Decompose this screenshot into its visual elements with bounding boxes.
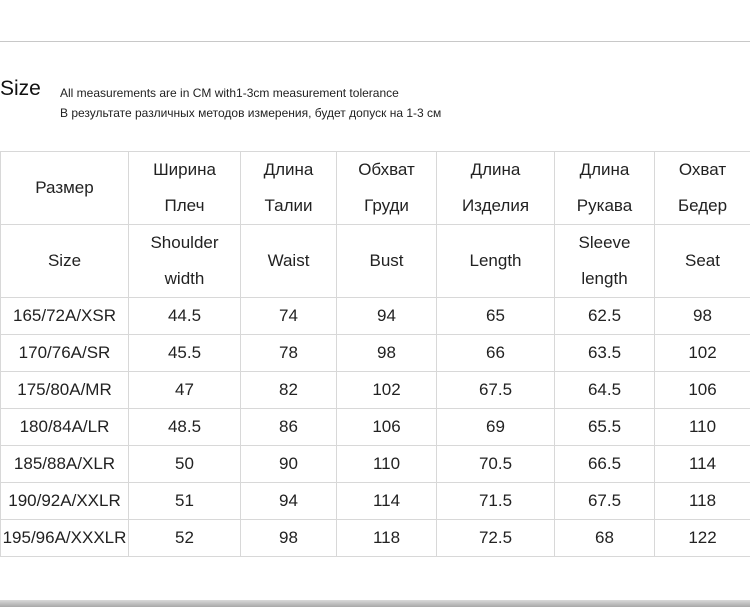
size-chart-table [0,151,750,557]
top-divider [0,41,750,42]
header-label: Ширина [153,160,216,179]
header-label: Длина [263,160,314,179]
page-title: Size [0,77,41,100]
header-label: Плеч [164,196,205,215]
cell-shoulder-width: 47 [129,372,241,409]
cell-waist: 86 [241,409,337,446]
table-row [1,483,750,520]
header-cell-size [1,152,129,225]
header-cell-sleeve-length [555,225,655,298]
header-label: Waist [267,251,310,270]
cell-waist: 74 [241,298,337,335]
header-cell-seat [655,225,750,298]
header-label: Size [47,251,82,270]
cell-shoulder-width: 44.5 [129,298,241,335]
cell-size: 170/76A/SR [1,335,129,372]
cell-seat: 122 [655,520,750,557]
cell-waist: 82 [241,372,337,409]
header-label: width [164,269,205,288]
cell-shoulder-width: 52 [129,520,241,557]
cell-sleeve-length: 67.5 [555,483,655,520]
cell-bust: 114 [337,483,437,520]
header-label: Sleeve [578,233,631,252]
cell-bust: 98 [337,335,437,372]
cell-size: 195/96A/XXXLR [1,520,129,557]
header-cell-length [437,152,555,225]
bottom-shadow-bar [0,600,750,607]
cell-waist: 78 [241,335,337,372]
cell-seat: 106 [655,372,750,409]
cell-sleeve-length: 62.5 [555,298,655,335]
header-cell-length [437,225,555,298]
header-cell-waist [241,152,337,225]
measurement-note-english: All measurements are in CM with1-3cm measurement tolerance [60,86,399,100]
header-label: Талии [264,196,313,215]
cell-bust: 102 [337,372,437,409]
cell-bust: 118 [337,520,437,557]
table-row [1,520,750,557]
header-label: Груди [364,196,409,215]
cell-size: 180/84A/LR [1,409,129,446]
header-label: Размер [35,178,94,197]
table-row [1,446,750,483]
cell-shoulder-width: 51 [129,483,241,520]
header-cell-seat [655,152,750,225]
header-cell-shoulder-width [129,152,241,225]
header-label: Длина [579,160,630,179]
cell-seat: 114 [655,446,750,483]
cell-seat: 102 [655,335,750,372]
cell-bust: 106 [337,409,437,446]
cell-seat: 118 [655,483,750,520]
cell-sleeve-length: 65.5 [555,409,655,446]
header-label: Обхват [358,160,415,179]
cell-length: 70.5 [437,446,555,483]
header-cell-sleeve-length [555,152,655,225]
header-label: length [581,269,628,288]
cell-size: 185/88A/XLR [1,446,129,483]
header-label: Изделия [461,196,530,215]
cell-length: 66 [437,335,555,372]
table-row [1,409,750,446]
cell-waist: 90 [241,446,337,483]
cell-waist: 94 [241,483,337,520]
cell-shoulder-width: 48.5 [129,409,241,446]
header-row-russian [1,152,750,225]
cell-length: 65 [437,298,555,335]
header-row-english [1,225,750,298]
cell-length: 67.5 [437,372,555,409]
cell-shoulder-width: 50 [129,446,241,483]
cell-bust: 94 [337,298,437,335]
cell-seat: 98 [655,298,750,335]
cell-shoulder-width: 45.5 [129,335,241,372]
cell-seat: 110 [655,409,750,446]
cell-sleeve-length: 68 [555,520,655,557]
cell-length: 71.5 [437,483,555,520]
cell-size: 175/80A/MR [1,372,129,409]
table-row [1,298,750,335]
header-cell-bust [337,152,437,225]
header-label: Bust [369,251,404,270]
header-label: Охват [678,160,727,179]
cell-length: 69 [437,409,555,446]
cell-size: 190/92A/XXLR [1,483,129,520]
header-label: Shoulder [150,233,219,252]
table-row [1,372,750,409]
header-label: Длина [470,160,521,179]
header-label: Length [469,251,522,270]
header-cell-bust [337,225,437,298]
cell-size: 165/72A/XSR [1,298,129,335]
header-cell-shoulder-width [129,225,241,298]
measurement-note-russian: В результате различных методов измерения, будет допуск на 1-3 см [60,106,442,120]
header-label: Seat [685,251,720,270]
cell-length: 72.5 [437,520,555,557]
header-label: Бедер [677,196,728,215]
cell-bust: 110 [337,446,437,483]
cell-sleeve-length: 64.5 [555,372,655,409]
header-cell-waist [241,225,337,298]
header-label: Рукава [576,196,633,215]
table-row [1,335,750,372]
header-cell-size [1,225,129,298]
cell-sleeve-length: 63.5 [555,335,655,372]
cell-waist: 98 [241,520,337,557]
cell-sleeve-length: 66.5 [555,446,655,483]
